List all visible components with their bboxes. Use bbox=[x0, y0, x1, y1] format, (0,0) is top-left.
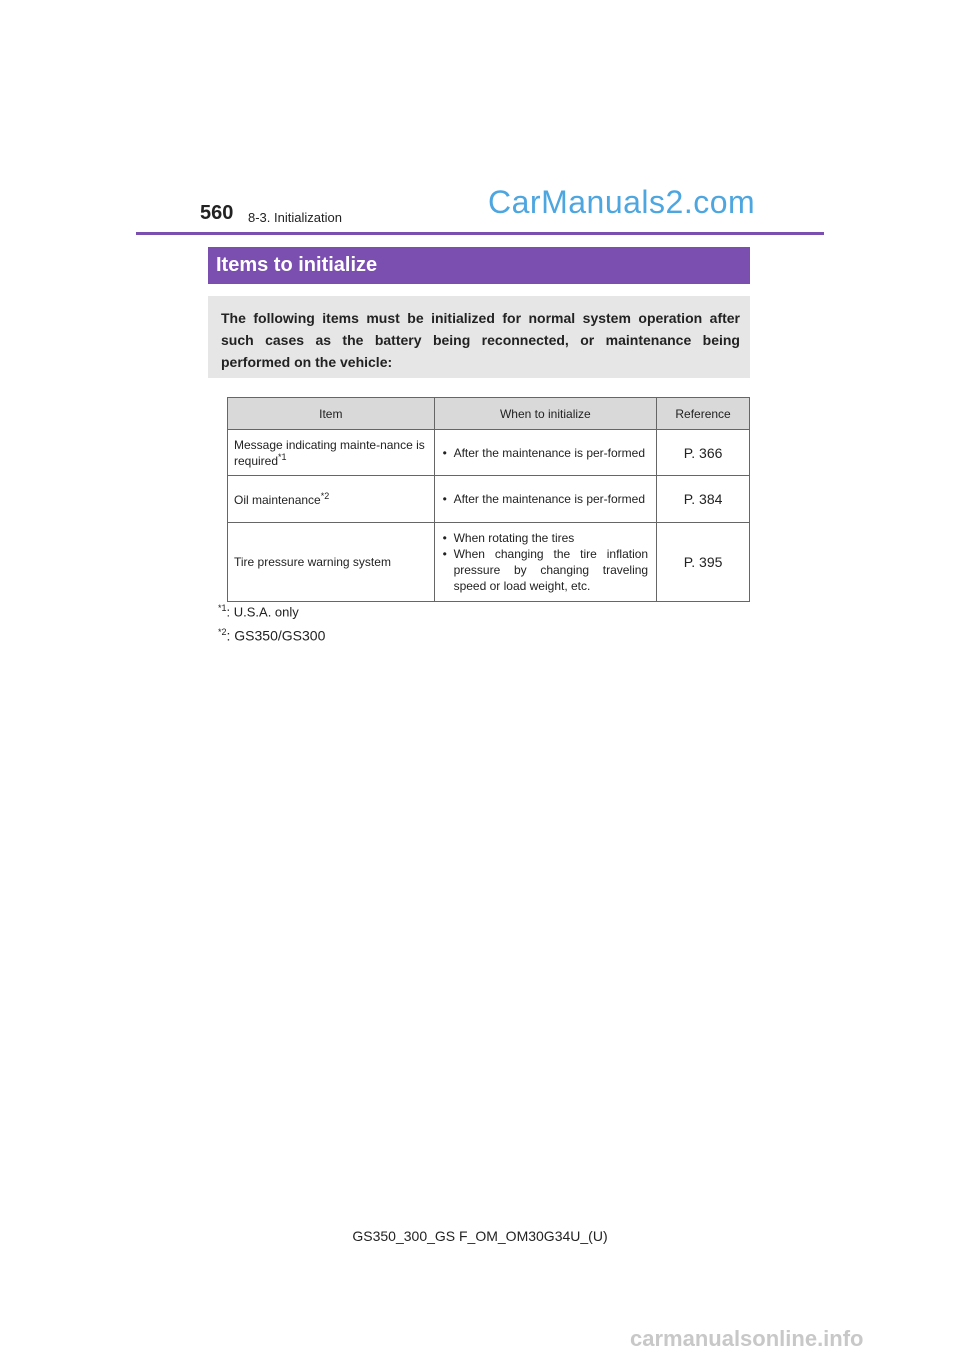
item-cell bbox=[228, 430, 435, 476]
intro-paragraph: The following items must be initialized for normal system operation after such cases as the battery being reconnected, or maintenance being performed on the vehicle: bbox=[208, 296, 750, 378]
table-row bbox=[228, 523, 750, 602]
document-code: GS350_300_GS F_OM_OM30G34U_(U) bbox=[352, 1228, 608, 1244]
watermark-logo[interactable]: CarManuals2.com bbox=[488, 184, 756, 220]
reference-cell[interactable]: P. 395 bbox=[657, 523, 750, 602]
item-text: Tire pressure warning system bbox=[234, 555, 391, 569]
footnote bbox=[218, 627, 325, 644]
footnote-text: : GS350/GS300 bbox=[226, 627, 326, 644]
header-divider bbox=[136, 232, 824, 235]
footnote bbox=[218, 603, 299, 619]
list-item: • When changing the tire inflation pressure by changing traveling speed or load weight, etc. bbox=[443, 546, 649, 594]
item-text: Oil maintenance bbox=[234, 493, 321, 507]
column-header-reference: Reference bbox=[657, 398, 750, 430]
footnote-mark: *1 bbox=[218, 603, 227, 613]
item-cell bbox=[228, 523, 435, 602]
list-item: • After the maintenance is per-formed bbox=[443, 491, 649, 507]
table-header-row bbox=[228, 398, 750, 430]
section-label: 8-3. Initialization bbox=[248, 210, 342, 225]
column-header-when: When to initialize bbox=[434, 398, 657, 430]
table-row bbox=[228, 430, 750, 476]
footnote-mark: *2 bbox=[218, 627, 227, 637]
when-cell bbox=[434, 430, 657, 476]
initialization-table bbox=[227, 397, 750, 602]
reference-cell[interactable]: P. 384 bbox=[657, 476, 750, 523]
item-footnote-mark: *2 bbox=[320, 491, 330, 501]
when-cell bbox=[434, 476, 657, 523]
reference-cell[interactable]: P. 366 bbox=[657, 430, 750, 476]
section-title-bar bbox=[208, 247, 750, 284]
item-text: Message indicating mainte-nance is required bbox=[234, 437, 425, 468]
list-item: • After the maintenance is per-formed bbox=[443, 445, 649, 461]
watermark-footer[interactable]: carmanualsonline.info bbox=[630, 1326, 864, 1351]
list-item: • When rotating the tires bbox=[443, 530, 649, 546]
column-header-item: Item bbox=[228, 398, 435, 430]
table-row bbox=[228, 476, 750, 523]
footnote-text: : U.S.A. only bbox=[226, 604, 299, 620]
item-cell bbox=[228, 476, 435, 523]
page-number: 560 bbox=[200, 202, 234, 224]
when-cell bbox=[434, 523, 657, 602]
section-title: Items to initialize bbox=[216, 254, 378, 276]
item-footnote-mark: *1 bbox=[278, 451, 287, 462]
